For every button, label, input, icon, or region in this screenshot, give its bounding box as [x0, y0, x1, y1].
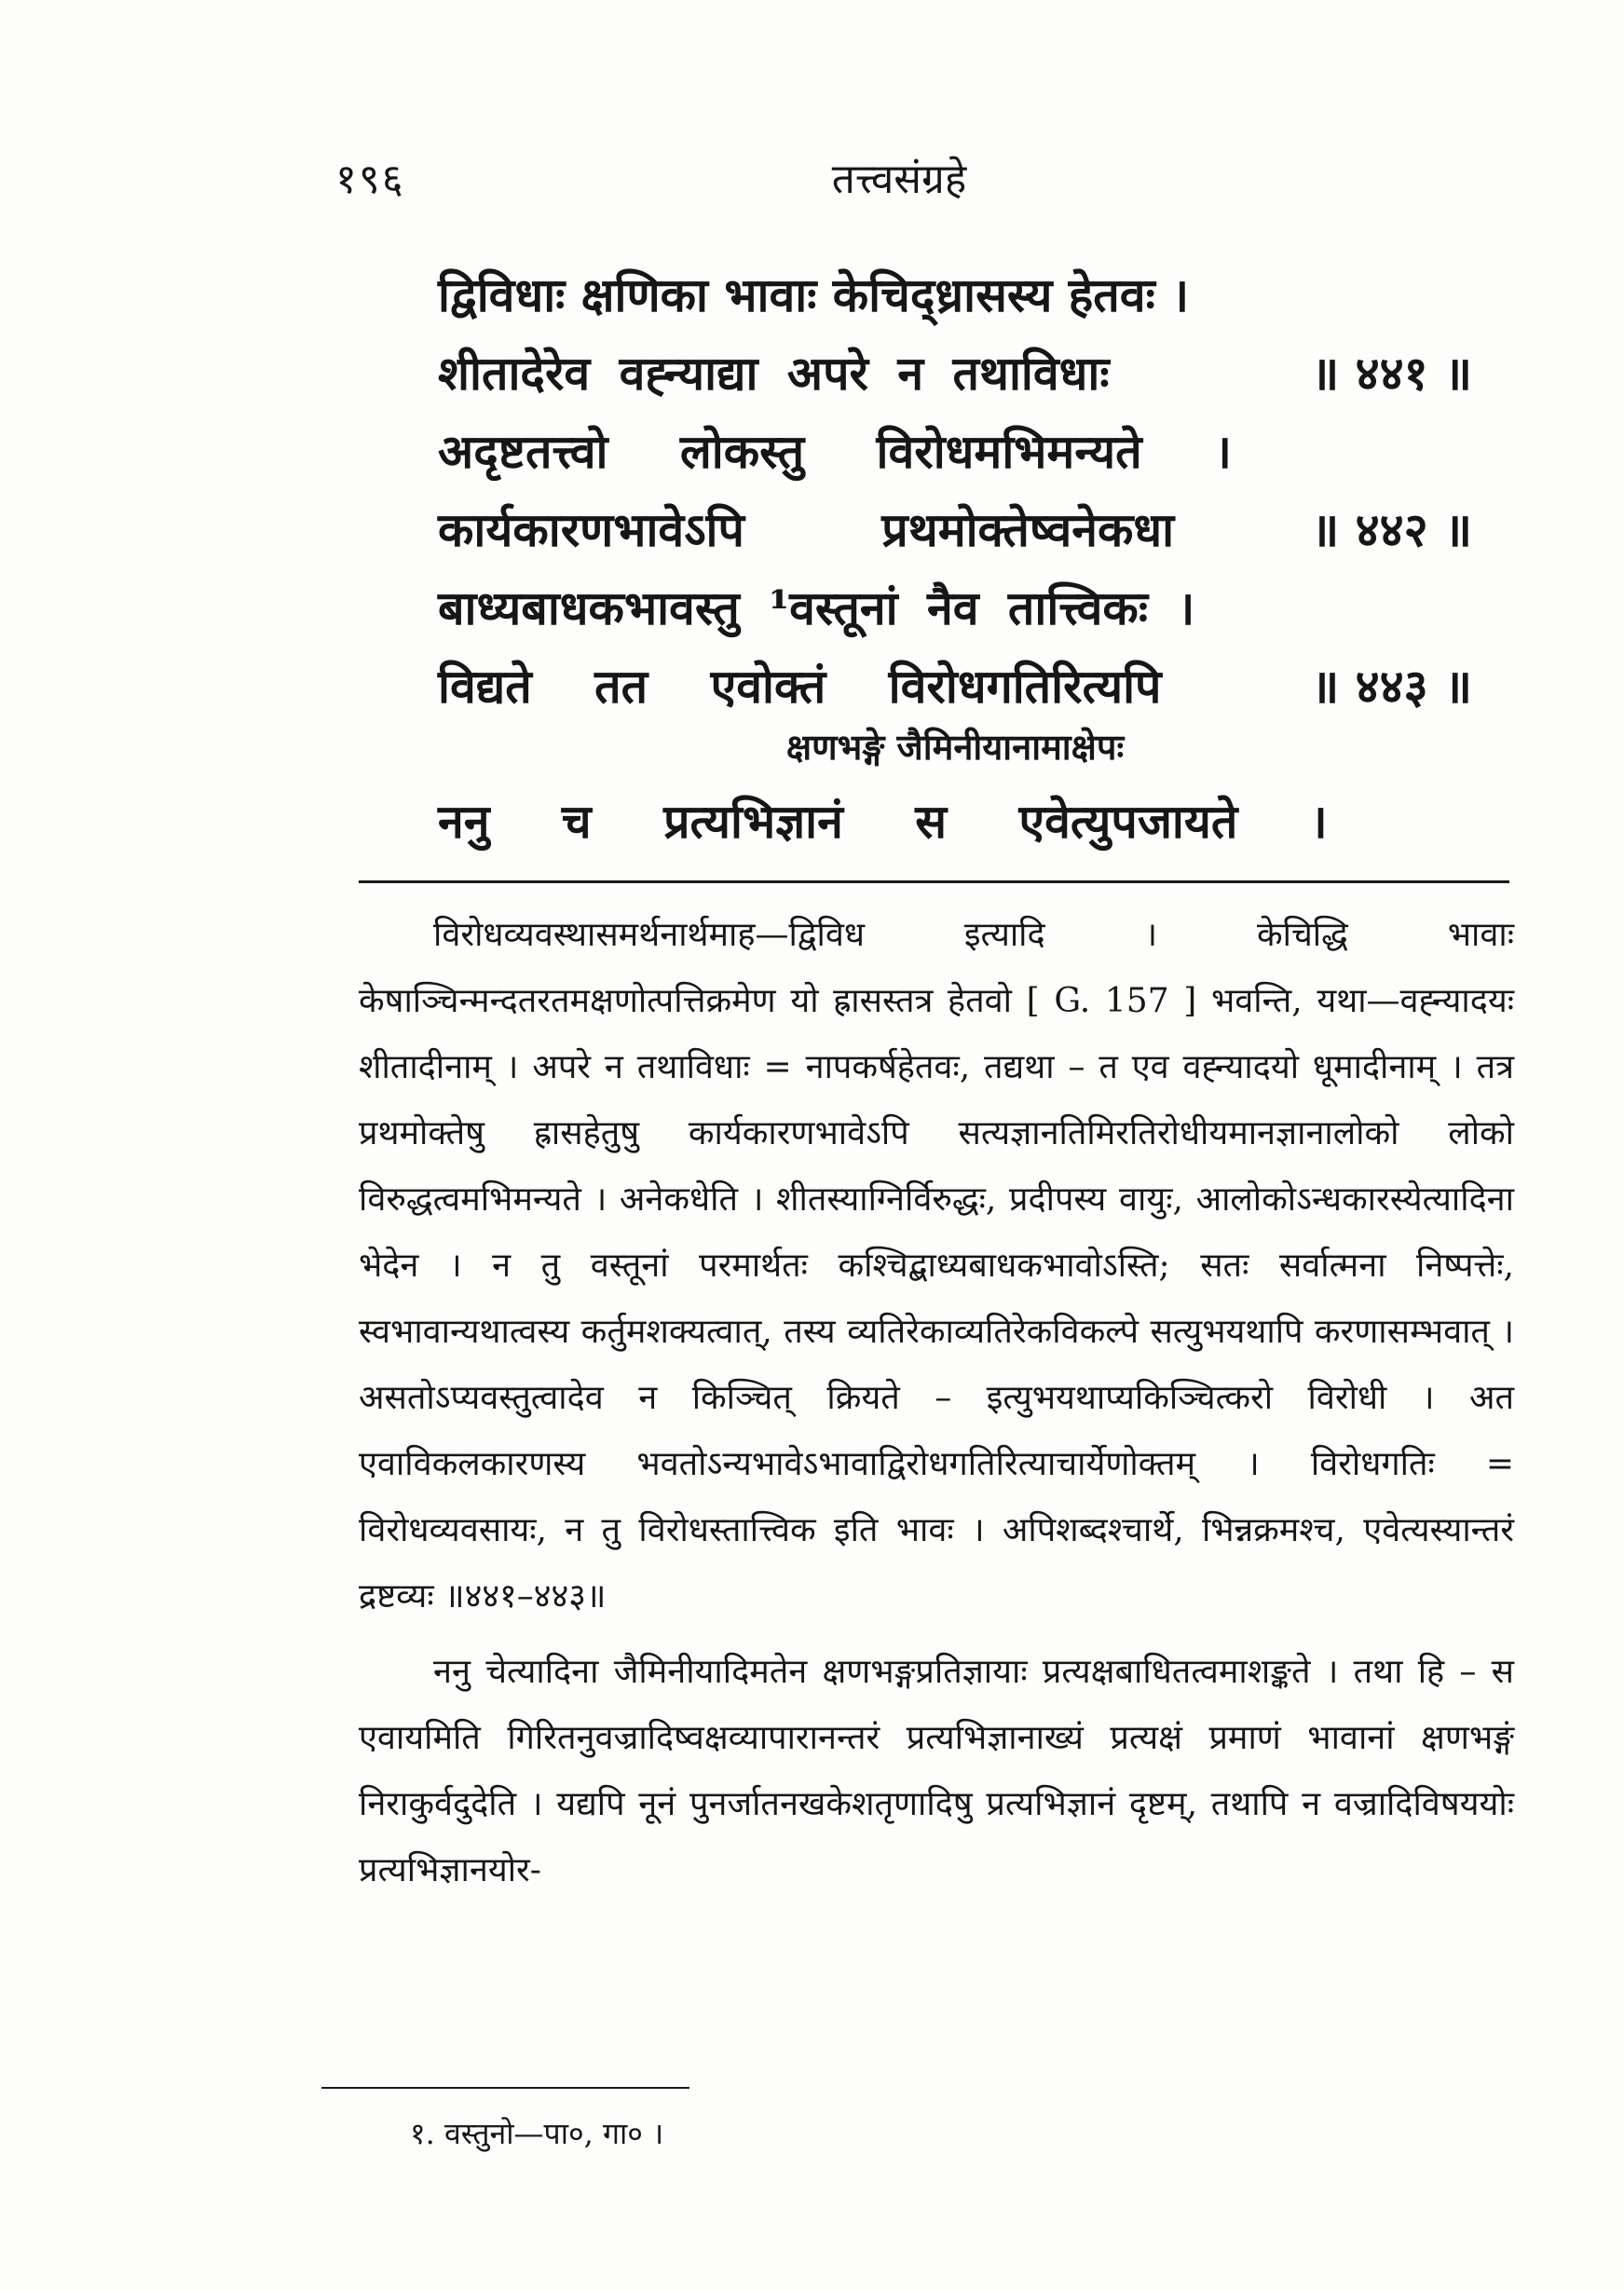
verse-line [438, 334, 1472, 413]
divider-rule [359, 880, 1509, 883]
footnote-rule [321, 2087, 689, 2089]
page-number: १९६ [335, 156, 405, 203]
verse-line [438, 256, 1472, 334]
commentary-paragraph: ननु चेत्यादिना जैमिनीयादिमतेन क्षणभङ्गप्रतिज्ञायाः प्रत्यक्षबाधितत्वमाशङ्कते । तथा हि – स एवायमिति गिरितनुवज्रादिष्वक्षव्यापारानन्तरं प्रत्यभिज्ञानाख्यं प्रत्यक्षं प्रमाणं भावानां क्षणभङ्गं निराकुर्वदुदेति । यद्यपि नूनं पुनर्जातनखकेशतृणादिषु प्रत्यभिज्ञानं दृष्टम्, तथापि न वज्रादिविषययोः प्रत्यभिज्ञानयोर- [359, 1653, 1514, 1889]
verse-text: शीतादेरेव वह्न्याद्या अपरे न तथाविधाः [438, 346, 1110, 401]
verse-number: ॥ ४४१ ॥ [1311, 346, 1472, 401]
verse-number: ॥ ४४२ ॥ [1311, 502, 1472, 557]
verse-text: द्विविधाः क्षणिका भावाः केचिद्ध्रासस्य हेतवः । [438, 267, 1190, 322]
verse-line [438, 647, 1472, 726]
verse-block [438, 256, 1472, 726]
verse-line [438, 491, 1472, 569]
verse-line [438, 569, 1472, 647]
verse-text: अदृष्टतत्त्वो लोकस्तु विरोधमभिमन्यते । [438, 424, 1232, 479]
footnote: १. वस्तुनो—पा०, गा० । [410, 2116, 664, 2151]
verse-line [438, 413, 1472, 491]
verse-number: ॥ ४४३ ॥ [1311, 659, 1472, 714]
verse-text: कार्यकारणभावेऽपि प्रथमोक्तेष्वनेकधा [438, 502, 1175, 557]
verse-text: बाध्यबाधकभावस्तु ¹वस्तूनां नैव तात्त्विकः । [438, 580, 1195, 635]
page-header [317, 149, 1481, 214]
running-title: तत्त्वसंग्रहे [831, 156, 967, 203]
verse-text: विद्यते तत एवोक्तं विरोधगतिरित्यपि [438, 659, 1162, 714]
verse-line: ननु च प्रत्यभिज्ञानं स एवेत्युपजायते । [438, 794, 1328, 849]
section-heading: क्षणभङ्गे जैमिनीयानामाक्षेपः [785, 726, 1125, 768]
commentary-paragraph: विरोधव्यवस्थासमर्थनार्थमाह—द्विविध इत्यादि । केचिद्धि भावाः केषाञ्चिन्मन्दतरतमक्षणोत्पत्तिक्रमेण यो ह्रासस्तत्र हेतवो [ G. 157 ] भवन्ति, यथा—वह्न्यादयः शीतादीनाम् । अपरे न तथाविधाः = नापकर्षहेतवः, तद्यथा – त एव वह्न्यादयो धूमादीनाम् । तत्र प्रथमोक्तेषु ह्रासहेतुषु कार्यकारणभावेऽपि सत्यज्ञानतिमिरतिरोधीयमानज्ञानालोको लोको विरुद्धत्वमभिमन्यते । अनेकधेति । शीतस्याग्निर्विरुद्धः, प्रदीपस्य वायुः, आलोकोऽन्धकारस्येत्यादिना भेदेन । न तु वस्तूनां परमार्थतः कश्चिद्बाध्यबाधकभावोऽस्ति; सतः सर्वात्मना निष्पत्तेः, स्वभावान्यथात्वस्य कर्तुमशक्यत्वात्, तस्य व्यतिरेकाव्यतिरेकविकल्पे सत्युभयथापि करणासम्भवात् । असतोऽप्यवस्तुत्वादेव न किञ्चित् क्रियते – इत्युभयथाप्यकिञ्चित्करो विरोधी । अत एवाविकलकारणस्य भवतोऽन्यभावेऽभावाद्विरोधगतिरित्याचार्येणोक्तम् । विरोधगतिः = विरोधव्यवसायः, न तु विरोधस्तात्त्विक इति भावः । अपिशब्दश्चार्थे, भिन्नक्रमश्च, एवेत्यस्यान्तरं द्रष्टव्यः ॥४४१–४४३॥ [359, 916, 1514, 1615]
commentary-block [359, 902, 1514, 1903]
